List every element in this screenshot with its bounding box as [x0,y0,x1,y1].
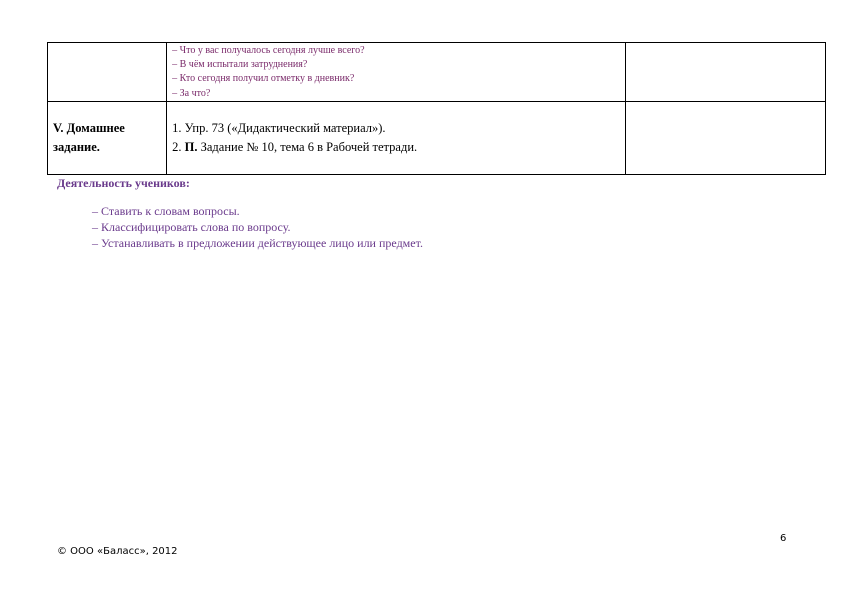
homework-item: 1. Упр. 73 («Дидактический материал»). [172,120,386,135]
stage-cell-homework [48,101,167,174]
activity-title: Деятельность учеников: [57,176,190,190]
notes-cell-empty [625,101,825,174]
stage-title-line: задание. [53,139,100,154]
homework-item-bold: П. [184,139,198,154]
question-line: – За что? [172,87,211,99]
question-line: – В чём испытали затруднения? [172,59,308,71]
page-number: 6 [780,533,787,544]
homework-cell [167,101,626,174]
activity-item: – Ставить к словам вопросы. [92,204,240,218]
copyright-notice: © ООО «Баласс», 2012 [57,546,178,557]
activity-list [92,203,423,251]
table-row [48,43,826,102]
activity-item: – Устанавливать в предложении действующее лицо или предмет. [92,236,423,250]
stage-cell-empty [48,43,167,102]
activity-item: – Классифицировать слова по вопросу. [92,220,291,234]
question-line: – Что у вас получалось сегодня лучше всего? [172,45,365,56]
notes-cell-empty [625,43,825,102]
stage-title-line: V. Домашнее [53,120,125,135]
homework-item: 2. П. Задание № 10, тема 6 в Рабочей тетради. [172,139,418,154]
lesson-table [47,42,826,175]
question-line: – Кто сегодня получил отметку в дневник? [172,73,355,85]
table-row [48,101,826,174]
reflection-questions-cell [167,43,626,102]
